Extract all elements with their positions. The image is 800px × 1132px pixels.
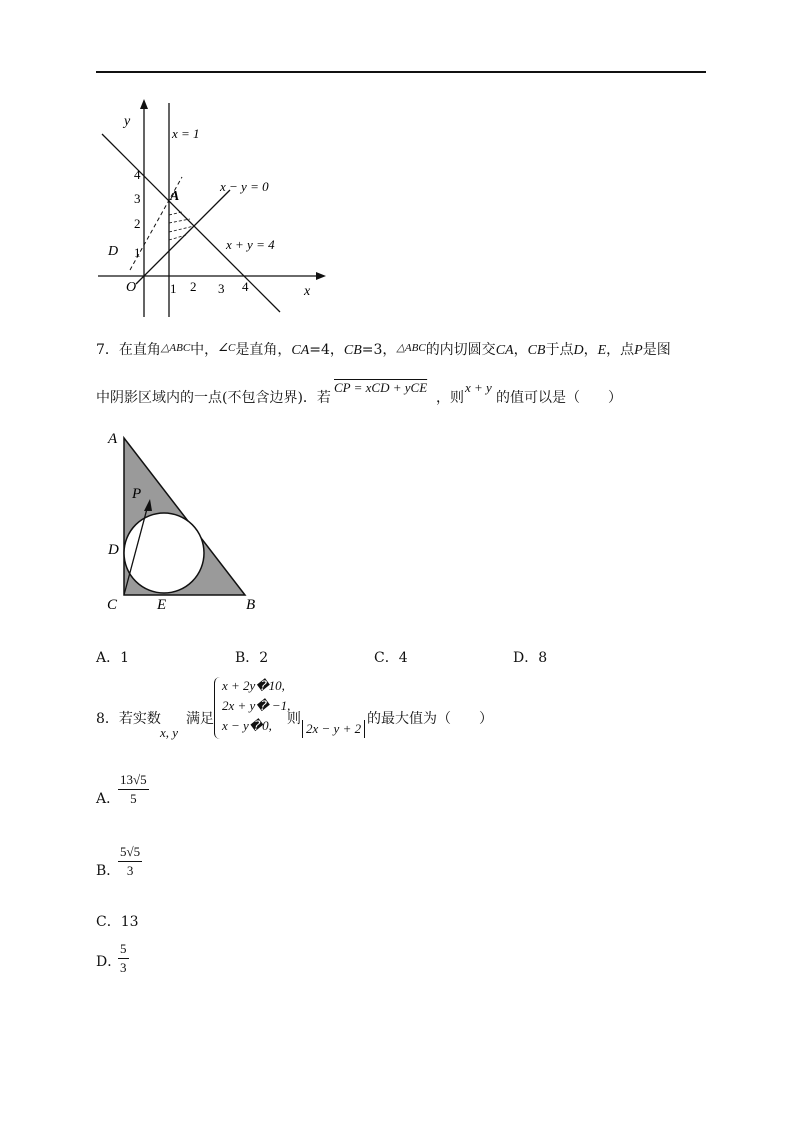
tick-y-1: 1 [134,245,141,260]
fraction-5-root5-over-3: $\frac{5√5}{3}$ [120,844,141,878]
tick-y-4: 4 [134,167,141,182]
incircle [124,513,204,593]
tick-x-2: 2 [190,279,197,294]
point-label-e: E [157,597,167,613]
q7-line-1: 7．在直角$^{\triangle ABC}$中，$^{\angle C}$是直角，CA=4，CB=3，$^{\triangle ABC}$的内切圆交CA，CB于点D，E，点P是图 [96,342,671,358]
line-x-minus-y-0 [136,190,230,284]
point-label-d: D [108,244,119,259]
linear-programming-graph [90,95,330,320]
incircle-triangle-figure [100,425,270,615]
q8-stem-start: 8．若实数 [96,711,161,727]
q7-option-c[interactable]: C．4 [374,650,408,666]
hatch-line [169,212,182,215]
q7-option-a[interactable]: A．1 [96,650,130,666]
q7-vector-equation: CP = xCD + yCE [334,380,428,395]
x-axis-arrow [316,272,326,280]
vertex-label-c: C [107,597,118,613]
label-x-equals-1: x = 1 [172,126,200,141]
q8-inequality-2: 2x + y� −1, [222,698,291,713]
q8-inequality-3: x − y�0, [222,718,272,733]
q8-stem-end: 的最大值为（ ） [367,711,493,727]
q8-then: 则 [287,711,301,727]
origin-label: O [126,280,137,295]
q7-line-2-end: 的值可以是（ ） [496,390,622,406]
q8-option-d[interactable]: D． $\frac{5}{3}$ [96,941,127,975]
label-x-minus-y-0: x − y = 0 [220,179,269,194]
axis-label-x: x [304,284,311,299]
q8-abs-expression: 2x − y + 2 [302,720,365,738]
tick-x-3: 3 [218,281,225,296]
header-rule [96,71,706,73]
q8-number: 8． [96,711,119,727]
q8-vars: x, y [160,725,179,740]
q8-inequality-1: x + 2y�10, [222,678,285,693]
tick-x-1: 1 [170,281,177,296]
q8-system-brace [214,677,221,739]
hatch-line [169,235,186,240]
q7-option-b[interactable]: B．2 [235,650,269,666]
vertex-label-b: B [246,597,256,613]
q7-line-2: 中阴影区域内的一点(不包含边界)．若 [96,390,331,406]
q8-system [222,676,290,736]
q7-line-2-mid: ，则 [436,390,464,406]
tick-x-4: 4 [242,279,249,294]
tick-y-3: 3 [134,191,141,206]
axis-label-y: y [124,114,131,129]
tick-y-2: 2 [134,216,141,231]
q8-option-a[interactable]: A． $\frac{13√5}{5}$ [96,772,147,807]
y-axis-arrow [140,99,148,109]
q7-x-plus-y: x + y [465,380,492,395]
label-x-plus-y-4: x + y = 4 [226,237,275,252]
point-label-a: A [170,189,180,204]
point-label-d: D [108,542,119,558]
point-label-p: P [132,486,142,502]
vertex-label-a: A [108,431,118,447]
q8-satisfies: 满足 [186,711,214,727]
fraction-5-over-3: $\frac{5}{3}$ [120,941,127,975]
q7-number: 7． [96,342,119,358]
q7-option-d[interactable]: D．8 [513,650,548,666]
q8-option-b[interactable]: B． $\frac{5√5}{3}$ [96,844,141,879]
fraction-13-root5-over-5: $\frac{13√5}{5}$ [120,772,147,806]
q8-option-c[interactable]: C．13 [96,914,139,930]
